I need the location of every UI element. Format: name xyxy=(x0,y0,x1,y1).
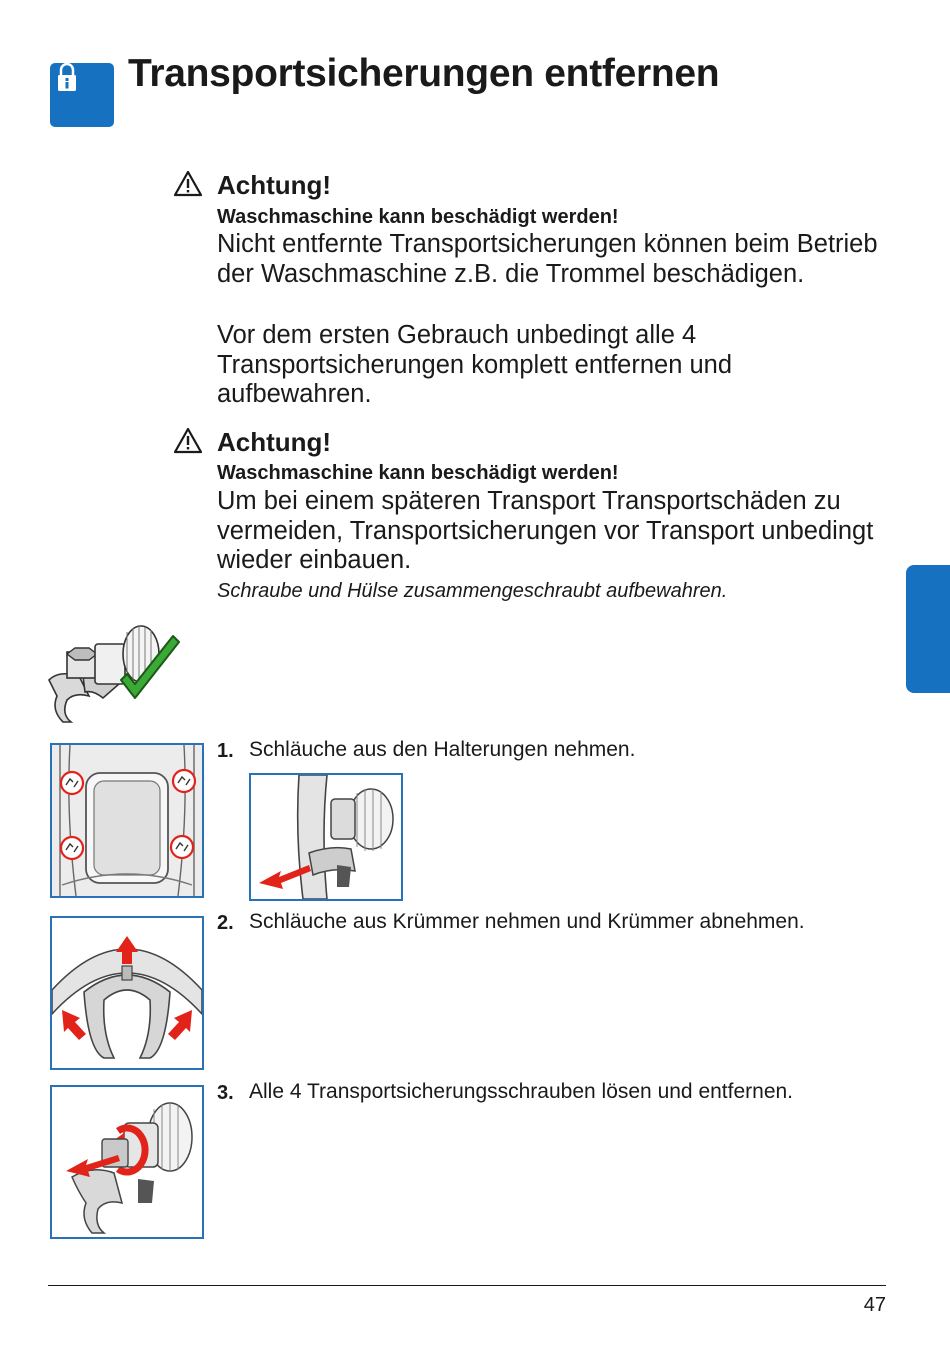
page-number: 47 xyxy=(863,1294,886,1316)
warning-heading: Achtung! xyxy=(217,170,332,200)
step-number: 2. xyxy=(217,912,234,934)
transport-bolt-check-illustration xyxy=(45,618,185,726)
step-number: 1. xyxy=(217,740,234,762)
warning-triangle-icon xyxy=(173,427,203,455)
elbow-bracket-figure xyxy=(50,916,204,1070)
footer-divider xyxy=(48,1285,886,1286)
warning-paragraph: Nicht entfernte Transportsicherungen können beim Betrieb der Waschmaschine z.B. die Trommel beschädigen. xyxy=(217,230,878,288)
step-text: Alle 4 Transportsicherungsschrauben lösen und entfernen. xyxy=(249,1080,794,1103)
warning-paragraph: Vor dem ersten Gebrauch unbedingt alle 4 Transportsicherungen komplett entfernen und aufbewahren. xyxy=(217,321,733,408)
unscrew-bolt-figure xyxy=(50,1085,204,1239)
warning-paragraph: Um bei einem späteren Transport Transportschäden zu vermeiden, Transportsicherungen vor Transport unbedingt wieder einbauen. xyxy=(217,487,874,574)
hose-removal-detail-figure xyxy=(249,773,403,901)
warning-heading: Achtung! xyxy=(217,427,332,457)
warning-subheading: Waschmaschine kann beschädigt werden! xyxy=(217,206,619,228)
step-number: 3. xyxy=(217,1082,234,1104)
section-tab xyxy=(906,565,950,693)
step-text: Schläuche aus den Halterungen nehmen. xyxy=(249,738,636,761)
step-text: Schläuche aus Krümmer nehmen und Krümmer abnehmen. xyxy=(249,910,805,933)
warning-subheading: Waschmaschine kann beschädigt werden! xyxy=(217,462,619,484)
warning-note: Schraube und Hülse zusammengeschraubt aufbewahren. xyxy=(217,580,728,602)
lock-icon xyxy=(50,63,114,127)
machine-back-hose-holders-figure xyxy=(50,743,204,898)
page-title: Transportsicherungen entfernen xyxy=(128,52,720,95)
warning-triangle-icon xyxy=(173,170,203,198)
